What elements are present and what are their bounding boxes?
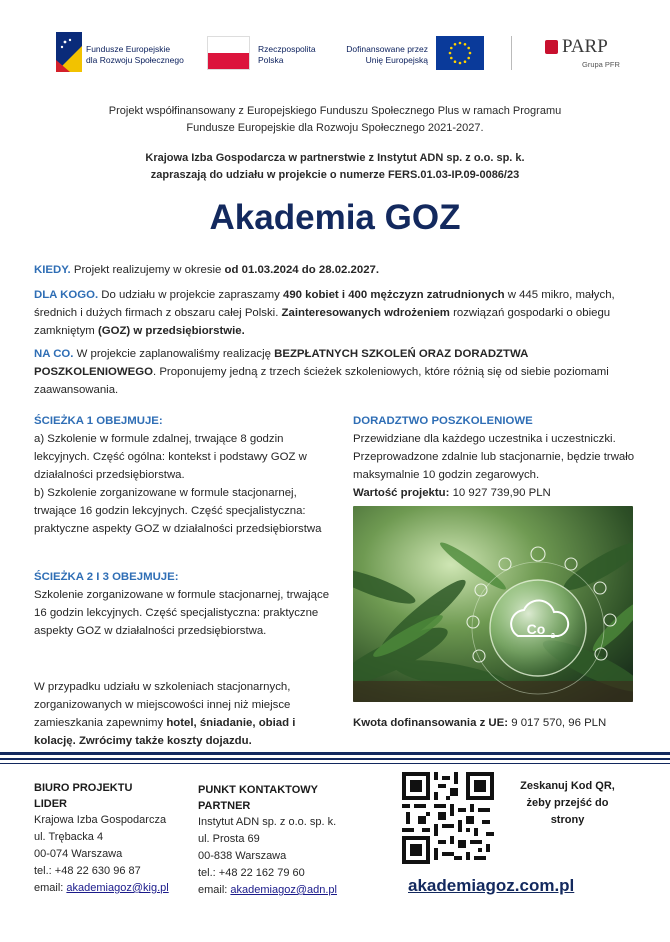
doradztwo-section	[353, 412, 643, 502]
kiedy-paragraph: KIEDY. Projekt realizujemy w okresie od 01.03.2024 do 28.02.2027.	[34, 264, 380, 276]
dla-kogo-paragraph: DLA KOGO. Do udziału w projekcie zapraszamy 490 kobiet i 400 mężczyzn zatrudnionych w 445 mikro, małych, średnich i dużych firmach z obszaru całej Polski. Zainteresowanych wdrożeniem rozwiązań gospodarki o obiegu zamkniętym (GOZ) w przedsiębiorstwie.	[34, 289, 615, 337]
eu-logo-text: Dofinansowane przez Unię Europejską	[346, 44, 428, 65]
path1-section	[34, 412, 334, 538]
punkt-email-link[interactable]: akademiagoz@adn.pl	[230, 884, 337, 896]
poland-flag-icon	[207, 36, 250, 70]
fe-logo-text: Fundusze Europejskie dla Rozwoju Społecznego	[86, 44, 184, 65]
qr-code-icon[interactable]	[402, 772, 494, 864]
partner-text: Krajowa Izba Gospodarcza w partnerstwie z Instytut ADN sp. z o.o. sp. k. zapraszają do udziału w projekcie o numerze FERS.01.03-IP.09-0086/23	[145, 152, 525, 181]
pl-logo-text: Rzeczpospolita Polska	[258, 44, 316, 65]
path1-heading: ŚCIEŻKA 1 OBEJMUJE:	[34, 415, 163, 427]
co2-label: Co	[526, 621, 546, 637]
project-value: Wartość projektu: 10 927 739,90 PLN	[353, 487, 551, 499]
footer-divider-2	[0, 758, 670, 760]
parp-logo-text: PARP	[562, 36, 608, 57]
stay-paragraph: W przypadku udziału w szkoleniach stacjonarnych, zorganizowanych w miejscowości innej niż miejsce zamieszkania zapewnimy hotel, śniadanie, obiad i kolację. Zwrócimy także koszty dojazdu.	[34, 681, 296, 747]
intro-text: Projekt współfinansowany z Europejskiego Funduszu Społecznego Plus w ramach Programu Fundusze Europejskie dla Rozwoju Społecznego 2021-2027.	[108, 105, 562, 134]
website-link[interactable]: akademiagoz.com.pl	[408, 876, 575, 895]
svg-text:2: 2	[551, 633, 555, 640]
path1-item-b: b) Szkolenie zorganizowane w formule stacjonarnej, trwające 16 godzin lekcyjnych. Część specjalistyczna: praktyczne aspekty GOZ w działalności przedsiębiorstwa	[34, 487, 322, 535]
doradztwo-text: Przewidziane dla każdego uczestnika i uczestniczki. Przeprowadzone zdalnie lub stacjonarnie, będzie trwało maksymalnie 10 godzin zegarowych.	[353, 433, 635, 481]
fe-logo	[56, 32, 82, 72]
na-co-paragraph: NA CO. W projekcie zaplanowaliśmy realizację BEZPŁATNYCH SZKOLEŃ ORAZ DORADZTWA POSZKOLENIOWEGO. Proponujemy jedną z trzech ścieżek szkoleniowych, które różnią się od siebie poziomami zaawansowania.	[34, 348, 609, 396]
path1-item-a: a) Szkolenie w formule zdalnej, trwające 8 godzin lekcyjnych. Część ogólna: kontekst i podstawy GOZ w działalności przedsiębiorstwa.	[34, 433, 307, 481]
biuro-email-link[interactable]: akademiagoz@kig.pl	[66, 882, 169, 894]
scan-qr-text: Zeskanuj Kod QR, żeby przejść do strony	[520, 780, 615, 826]
doradztwo-heading: DORADZTWO POSZKOLENIOWE	[353, 415, 533, 427]
eu-flag-icon	[436, 36, 484, 70]
path23-section	[34, 568, 334, 640]
punkt-kontaktowy: PUNKT KONTAKTOWY PARTNER Instytut ADN sp. z o.o. sp. k. ul. Prosta 69 00-838 Warszawa tel.: +48 22 162 79 60 email: akademiagoz@adn.pl	[198, 784, 337, 896]
page-title: Akademia GOZ	[209, 198, 461, 237]
biuro-projektu: BIURO PROJEKTU LIDER Krajowa Izba Gospodarcza ul. Trębacka 4 00-074 Warszawa tel.: +48 22 630 96 87 email: akademiagoz@kig.pl	[34, 782, 169, 894]
parp-sub-text: Grupa PFR	[582, 60, 620, 69]
path23-text: Szkolenie zorganizowane w formule stacjonarnej, trwające 16 godzin lekcyjnych. Część specjalistyczna: praktyczne aspekty GOZ w działalności przedsiębiorstwa.	[34, 589, 330, 637]
eu-funding-amount: Kwota dofinansowania z UE: 9 017 570, 96 PLN	[353, 717, 607, 729]
parp-icon	[545, 40, 558, 54]
co2-eco-photo	[353, 506, 633, 702]
logo-divider	[511, 36, 512, 70]
footer-divider-3	[0, 763, 670, 764]
footer-divider	[0, 752, 670, 755]
path23-heading: ŚCIEŻKA 2 I 3 OBEJMUJE:	[34, 571, 179, 583]
